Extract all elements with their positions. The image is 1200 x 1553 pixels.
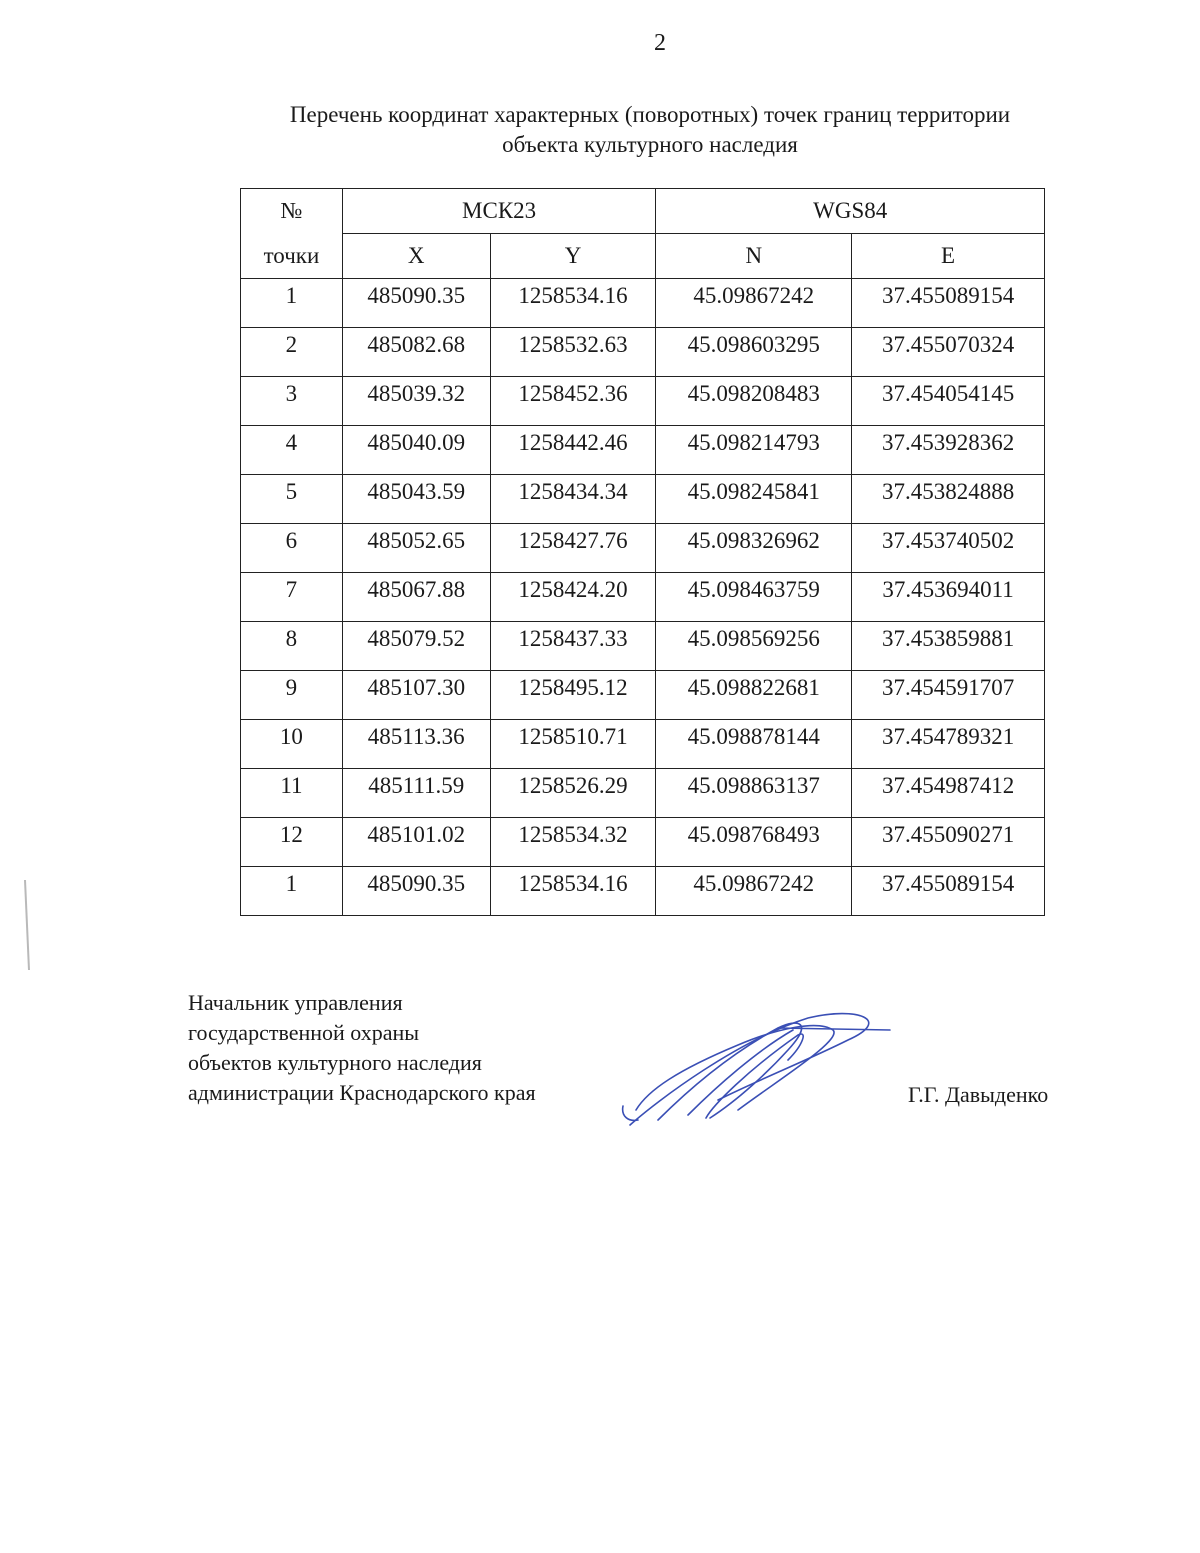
page-number: 2 [654,30,666,56]
cell-p: 6 [241,524,343,573]
cell-n: 45.098463759 [656,573,852,622]
header-x: X [342,234,490,279]
cell-n: 45.098569256 [656,622,852,671]
signer-name: Г.Г. Давыденко [908,1082,1049,1107]
cell-n: 45.098863137 [656,769,852,818]
position-line-3: объектов культурного наследия [188,1050,482,1075]
cell-p: 5 [241,475,343,524]
position-line-1: Начальник управления [188,990,403,1015]
cell-y: 1258526.29 [490,769,656,818]
header-msk23: МСК23 [342,189,656,234]
table-row [241,720,1045,769]
cell-n: 45.098603295 [656,328,852,377]
cell-n: 45.098822681 [656,671,852,720]
cell-p: 1 [241,867,343,916]
header-e: E [852,234,1045,279]
cell-n: 45.098878144 [656,720,852,769]
cell-x: 485107.30 [342,671,490,720]
cell-n: 45.098214793 [656,426,852,475]
cell-p: 12 [241,818,343,867]
cell-e: 37.453740502 [852,524,1045,573]
cell-y: 1258427.76 [490,524,656,573]
header-wgs84: WGS84 [656,189,1045,234]
header-n: N [656,234,852,279]
cell-y: 1258510.71 [490,720,656,769]
cell-n: 45.098326962 [656,524,852,573]
cell-e: 37.455090271 [852,818,1045,867]
cell-p: 7 [241,573,343,622]
header-y: Y [490,234,656,279]
table-row [241,622,1045,671]
header-point-label: точки [241,234,343,279]
cell-e: 37.453928362 [852,426,1045,475]
cell-x: 485039.32 [342,377,490,426]
cell-p: 8 [241,622,343,671]
cell-e: 37.455070324 [852,328,1045,377]
cell-e: 37.453694011 [852,573,1045,622]
cell-y: 1258495.12 [490,671,656,720]
table-row [241,328,1045,377]
cell-p: 4 [241,426,343,475]
table-row [241,818,1045,867]
cell-x: 485113.36 [342,720,490,769]
cell-n: 45.098768493 [656,818,852,867]
cell-y: 1258442.46 [490,426,656,475]
cell-x: 485052.65 [342,524,490,573]
cell-x: 485090.35 [342,279,490,328]
cell-y: 1258452.36 [490,377,656,426]
cell-x: 485101.02 [342,818,490,867]
cell-y: 1258424.20 [490,573,656,622]
table-row [241,524,1045,573]
cell-y: 1258534.16 [490,867,656,916]
cell-x: 485082.68 [342,328,490,377]
cell-n: 45.09867242 [656,279,852,328]
header-point-no-symbol: № [241,189,343,234]
cell-x: 485111.59 [342,769,490,818]
cell-e: 37.455089154 [852,279,1045,328]
cell-x: 485040.09 [342,426,490,475]
cell-n: 45.098245841 [656,475,852,524]
cell-y: 1258534.16 [490,279,656,328]
table-row [241,671,1045,720]
cell-x: 485067.88 [342,573,490,622]
cell-e: 37.455089154 [852,867,1045,916]
cell-p: 3 [241,377,343,426]
coordinates-table [240,188,1045,916]
cell-n: 45.09867242 [656,867,852,916]
table-row [241,573,1045,622]
cell-e: 37.453859881 [852,622,1045,671]
scan-edge-mark [22,880,32,970]
cell-e: 37.454591707 [852,671,1045,720]
cell-y: 1258534.32 [490,818,656,867]
table-row [241,377,1045,426]
cell-e: 37.453824888 [852,475,1045,524]
title-line-1: Перечень координат характерных (поворотных) точек границ территории [289,102,1011,127]
table-row [241,475,1045,524]
header-row-1 [241,189,1045,234]
table-row [241,279,1045,328]
signature-position-block [188,988,536,1108]
cell-x: 485090.35 [342,867,490,916]
cell-n: 45.098208483 [656,377,852,426]
cell-y: 1258532.63 [490,328,656,377]
table-row [241,426,1045,475]
handwritten-signature [618,1010,898,1130]
cell-p: 11 [241,769,343,818]
header-row-2 [241,234,1045,279]
cell-p: 10 [241,720,343,769]
title-line-2: объекта культурного наследия [502,132,798,157]
cell-x: 485043.59 [342,475,490,524]
cell-p: 9 [241,671,343,720]
table-row [241,769,1045,818]
cell-e: 37.454789321 [852,720,1045,769]
position-line-4: администрации Краснодарского края [188,1080,536,1105]
cell-e: 37.454987412 [852,769,1045,818]
cell-p: 1 [241,279,343,328]
cell-y: 1258437.33 [490,622,656,671]
table-row [241,867,1045,916]
document-title [215,100,1085,160]
cell-x: 485079.52 [342,622,490,671]
cell-e: 37.454054145 [852,377,1045,426]
cell-y: 1258434.34 [490,475,656,524]
position-line-2: государственной охраны [188,1020,420,1045]
cell-p: 2 [241,328,343,377]
